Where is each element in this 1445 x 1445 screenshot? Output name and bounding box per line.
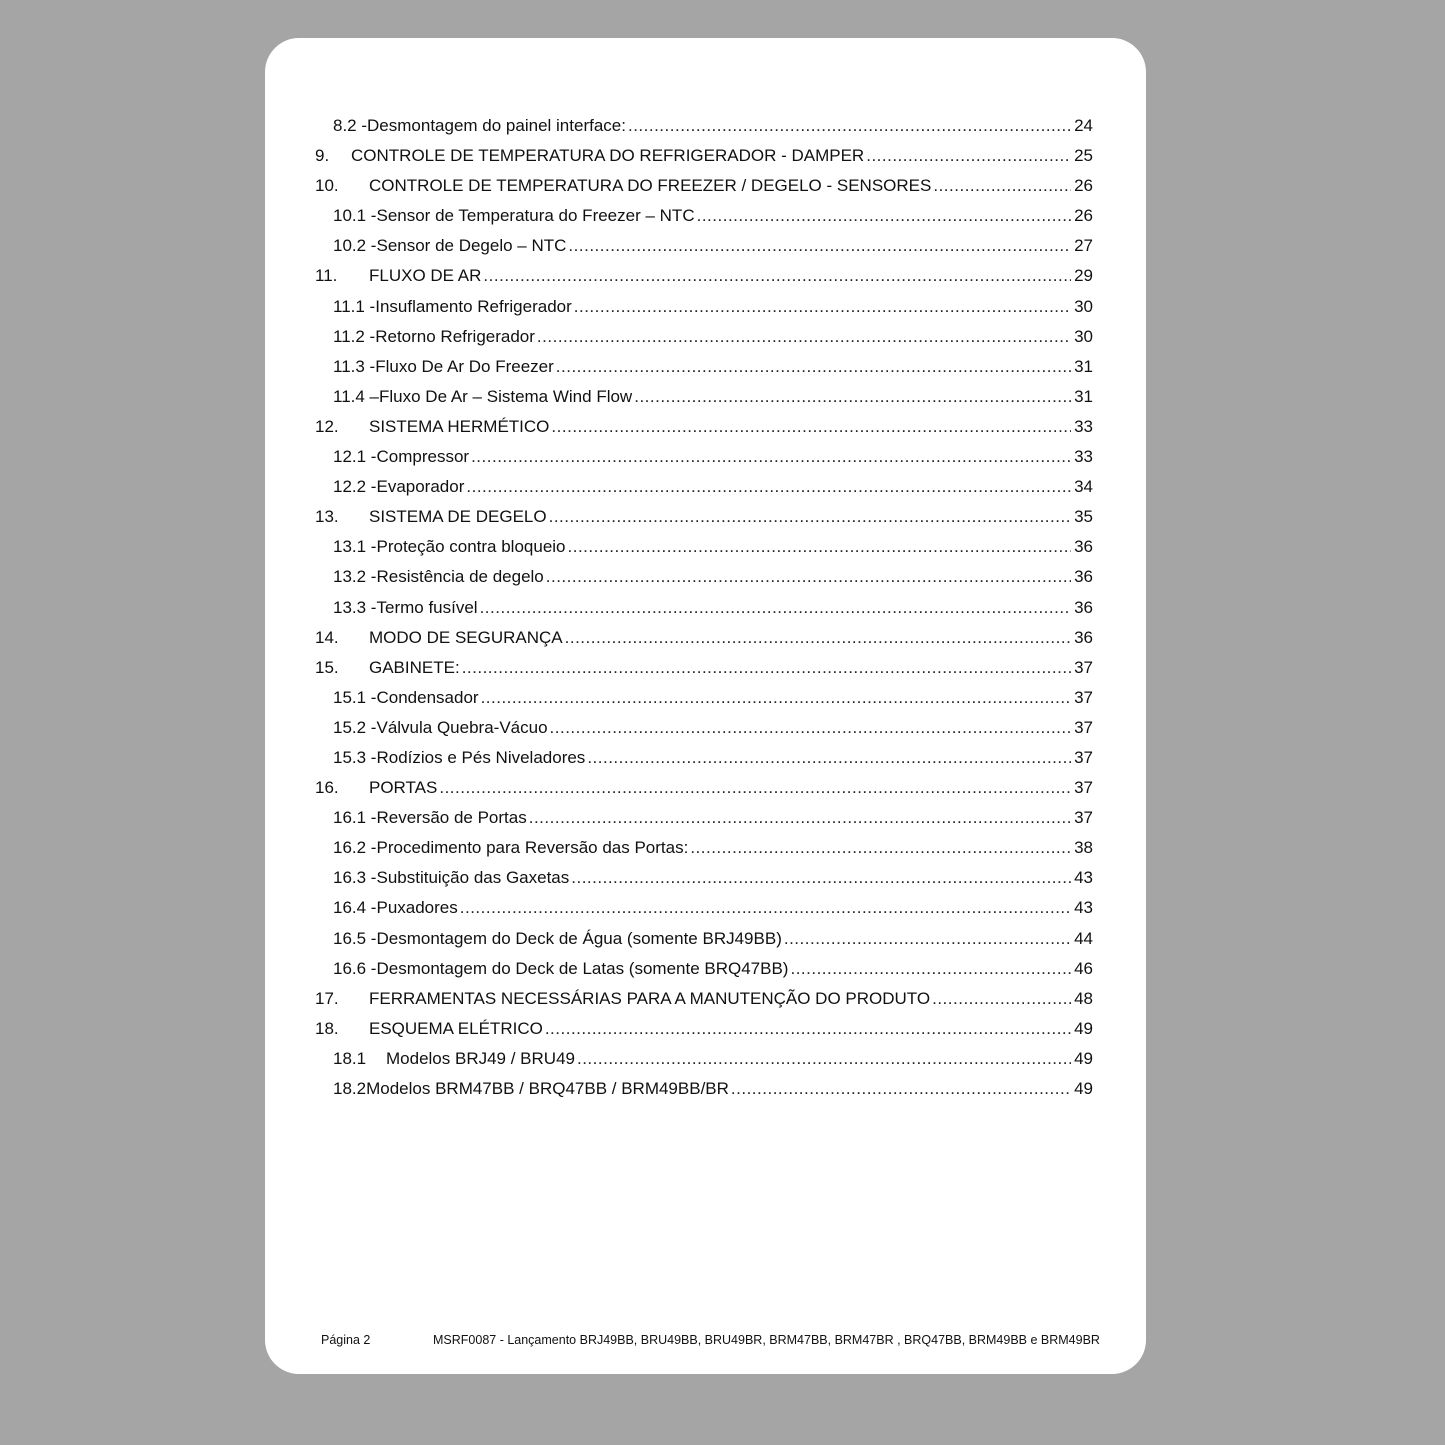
toc-leader-dots [574,297,1071,317]
toc-entry-number: 11.2 - [333,326,376,346]
toc-entry-title: Retorno Refrigerador [375,326,535,346]
toc-entry-page: 37 [1074,687,1093,707]
toc-entry-number: 13. [315,507,339,527]
toc-entry-number: 10. [315,176,339,196]
toc-entry[interactable] [315,266,1093,296]
toc-leader-dots [471,447,1071,467]
toc-entry-page: 44 [1074,928,1093,948]
footer-document-title: MSRF0087 - Lançamento BRJ49BB, BRU49BB, BRU49BR, BRM47BB, BRM47BR , BRQ47BB, BRM49BB e BRM49BR [433,1333,1100,1347]
toc-entry-number: 10.1 - [333,206,377,226]
toc-entry-title: Fluxo De Ar – Sistema Wind Flow [379,386,633,406]
toc-entry-title: Puxadores [376,898,458,918]
toc-entry[interactable] [315,176,1093,206]
toc-entry[interactable] [315,236,1093,266]
toc-entry-page: 36 [1074,627,1093,647]
toc-entry-title: ESQUEMA ELÉTRICO [369,1018,543,1038]
toc-entry-number: 13.2 - [333,567,377,587]
toc-entry[interactable] [315,989,1093,1019]
toc-entry-title: Resistência de degelo [376,567,544,587]
toc-entry-number: 14. [315,627,339,647]
toc-leader-dots [462,658,1071,678]
toc-entry-title: Fluxo De Ar Do Freezer [375,356,554,376]
toc-entry-page: 36 [1074,537,1093,557]
toc-entry[interactable] [315,688,1093,718]
toc-entry[interactable] [315,447,1093,477]
toc-entry-page: 30 [1074,296,1093,316]
toc-entry-title: Evaporador [376,477,465,497]
toc-leader-dots [550,718,1071,738]
toc-leader-dots [481,688,1071,708]
toc-leader-dots [577,1049,1071,1069]
toc-entry-title: SISTEMA HERMÉTICO [369,416,550,436]
toc-entry[interactable] [315,838,1093,868]
toc-leader-dots [571,868,1071,888]
toc-entry-title: CONTROLE DE TEMPERATURA DO FREEZER / DEGELO - SENSORES [369,176,932,196]
toc-entry-title: Modelos BRJ49 / BRU49 [386,1048,575,1068]
toc-entry-number: 12.1 - [333,447,377,467]
toc-leader-dots [439,778,1071,798]
toc-entry-number: 11.4 – [333,386,380,406]
toc-entry[interactable] [315,1019,1093,1049]
toc-entry-title: FERRAMENTAS NECESSÁRIAS PARA A MANUTENÇÃO DO PRODUTO [369,988,931,1008]
toc-entry[interactable] [315,1079,1093,1109]
toc-leader-dots [932,989,1071,1009]
toc-entry-number: 13.3 - [333,597,377,617]
toc-entry-number: 16.4 - [333,898,377,918]
toc-leader-dots [529,808,1071,828]
toc-entry[interactable] [315,417,1093,447]
toc-leader-dots [866,146,1071,166]
toc-entry-title: Desmontagem do Deck de Água (somente BRJ49BB) [376,928,782,948]
toc-entry[interactable] [315,748,1093,778]
toc-entry-number: 16.3 - [333,868,377,888]
toc-entry-page: 36 [1074,567,1093,587]
toc-entry-page: 33 [1074,416,1093,436]
toc-leader-dots [784,929,1071,949]
toc-entry-page: 37 [1074,808,1093,828]
toc-entry-title: Condensador [376,687,479,707]
toc-entry-number: 11.1 - [333,296,376,316]
toc-leader-dots [537,327,1071,347]
toc-entry[interactable] [315,778,1093,808]
toc-leader-dots [483,266,1071,286]
toc-entry-number: 13.1 - [333,537,377,557]
toc-entry-page: 30 [1074,326,1093,346]
toc-entry[interactable] [315,567,1093,597]
table-of-contents [315,116,1093,1109]
toc-entry-page: 49 [1074,1018,1093,1038]
toc-entry-page: 36 [1074,597,1093,617]
toc-entry-page: 31 [1074,356,1093,376]
toc-entry-number: 16.6 - [333,958,377,978]
toc-entry[interactable] [315,808,1093,838]
toc-leader-dots [690,838,1071,858]
toc-entry[interactable] [315,327,1093,357]
toc-entry-title: MODO DE SEGURANÇA [369,627,563,647]
toc-entry[interactable] [315,507,1093,537]
toc-entry-page: 27 [1074,236,1093,256]
toc-leader-dots [697,206,1071,226]
toc-entry[interactable] [315,357,1093,387]
toc-entry[interactable] [315,628,1093,658]
toc-entry-number: 18.2 [333,1079,367,1098]
toc-leader-dots [480,598,1071,618]
toc-entry[interactable] [315,387,1093,417]
toc-entry[interactable] [315,206,1093,236]
toc-entry-number: 16. [315,778,339,798]
toc-entry[interactable] [315,537,1093,567]
toc-entry-page: 31 [1074,386,1093,406]
toc-entry-page: 37 [1074,717,1093,737]
toc-entry[interactable] [315,868,1093,898]
toc-entry-title: CONTROLE DE TEMPERATURA DO REFRIGERADOR - DAMPER [351,146,865,166]
toc-entry-title: Procedimento para Reversão das Portas: [376,838,689,858]
toc-leader-dots [556,357,1071,377]
toc-entry[interactable] [315,146,1093,176]
toc-entry-title: Substituição das Gaxetas [376,868,570,888]
toc-entry-title: Sensor de Temperatura do Freezer – NTC [376,206,695,226]
toc-leader-dots [545,1019,1071,1039]
toc-entry-number: 18. [315,1018,339,1038]
toc-entry-number: 12. [315,416,339,436]
toc-entry-number: 15.1 - [333,687,377,707]
toc-entry-title: GABINETE: [369,657,460,677]
toc-entry[interactable] [315,718,1093,748]
toc-leader-dots [587,748,1071,768]
toc-entry-title: Insuflamento Refrigerador [375,296,572,316]
toc-leader-dots [546,567,1071,587]
footer-page-number: Página 2 [321,1333,371,1347]
toc-entry-title: Compressor [376,447,470,467]
toc-entry-page: 29 [1074,266,1093,286]
toc-entry-page: 49 [1074,1048,1093,1068]
toc-entry-title: Reversão de Portas [376,808,527,828]
toc-entry[interactable] [315,929,1093,959]
toc-leader-dots [933,176,1071,196]
toc-entry-title: Desmontagem do painel interface: [367,116,626,135]
toc-entry-page: 37 [1074,747,1093,767]
toc-entry-title: Proteção contra bloqueio [376,537,566,557]
toc-entry-number: 12.2 - [333,477,377,497]
toc-entry-number: 15.3 - [333,747,377,767]
toc-entry-page: 37 [1074,778,1093,798]
toc-entry-title: Sensor de Degelo – NTC [376,236,567,256]
toc-entry-page: 48 [1074,988,1093,1008]
toc-entry-page: 34 [1074,477,1093,497]
toc-entry-page: 49 [1074,1079,1093,1098]
toc-entry-number: 8.2 - [333,116,368,135]
toc-entry-page: 38 [1074,838,1093,858]
toc-entry-number: 18.1 [333,1048,367,1068]
toc-leader-dots [460,898,1071,918]
toc-entry-page: 24 [1074,116,1093,135]
toc-entry-number: 11. [315,266,338,286]
toc-entry-page: 35 [1074,507,1093,527]
toc-leader-dots [731,1079,1071,1099]
toc-entry-number: 9. [315,146,330,166]
toc-entry[interactable] [315,959,1093,989]
toc-leader-dots [568,236,1071,256]
toc-entry-number: 16.2 - [333,838,377,858]
toc-entry[interactable] [315,477,1093,507]
toc-entry-title: SISTEMA DE DEGELO [369,507,547,527]
toc-entry[interactable] [315,297,1093,327]
toc-entry-page: 26 [1074,206,1093,226]
toc-leader-dots [790,959,1071,979]
toc-entry-page: 46 [1074,958,1093,978]
toc-entry-title: Rodízios e Pés Niveladores [376,747,586,767]
toc-entry-number: 16.5 - [333,928,377,948]
toc-entry-title: Modelos BRM47BB / BRQ47BB / BRM49BB/BR [366,1079,729,1098]
toc-leader-dots [551,417,1071,437]
toc-entry-number: 15. [315,657,339,677]
toc-leader-dots [549,507,1071,527]
toc-entry-page: 26 [1074,176,1093,196]
toc-entry-number: 17. [315,988,339,1008]
toc-entry[interactable] [315,898,1093,928]
toc-leader-dots [568,537,1071,557]
toc-entry-page: 33 [1074,447,1093,467]
toc-entry-page: 25 [1074,146,1093,166]
toc-entry[interactable] [315,598,1093,628]
toc-entry-title: FLUXO DE AR [369,266,482,286]
toc-entry-number: 11.3 - [333,356,376,376]
toc-entry[interactable] [315,1049,1093,1079]
document-page [265,38,1146,1374]
toc-entry[interactable] [315,116,1093,146]
toc-entry-number: 16.1 - [333,808,377,828]
toc-entry-title: PORTAS [369,778,438,798]
toc-entry-page: 43 [1074,868,1093,888]
toc-entry-page: 37 [1074,657,1093,677]
toc-entry-title: Termo fusível [376,597,478,617]
toc-leader-dots [634,387,1071,407]
toc-entry-title: Válvula Quebra-Vácuo [376,717,548,737]
toc-entry-number: 15.2 - [333,717,377,737]
toc-leader-dots [628,116,1071,136]
toc-entry-title: Desmontagem do Deck de Latas (somente BRQ47BB) [376,958,789,978]
toc-entry-page: 43 [1074,898,1093,918]
toc-entry[interactable] [315,658,1093,688]
toc-leader-dots [466,477,1071,497]
toc-leader-dots [565,628,1071,648]
toc-entry-number: 10.2 - [333,236,377,256]
